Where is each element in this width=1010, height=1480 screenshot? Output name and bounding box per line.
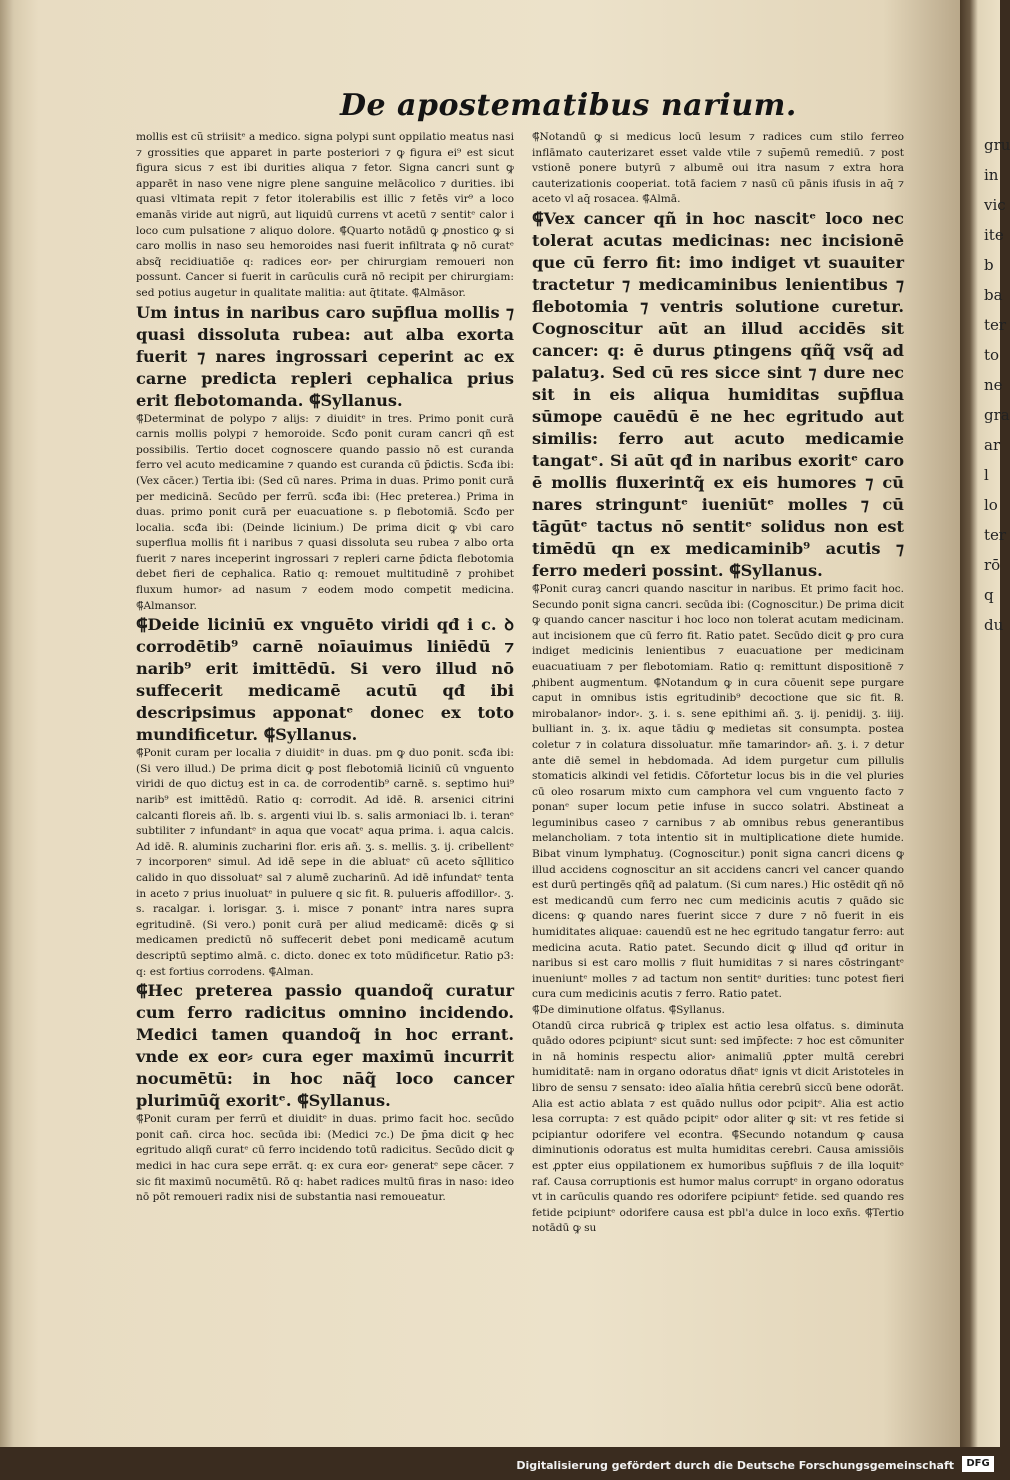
commentary-paragraph: ⸿Ponit curaȝ cancri quando nascitur in naribus. Et primo facit hoc. Secundo ponit signa cancri. secūda ibi: (Cognoscitur.) De prima dicit ꝙ quando cancer nascitur i hoc loco non tolerat acutam medicinam. aut incisionem que cū ferro fit. Ratio patet. Secūdo dicit ꝙ pro cura indiget medicinis lenientibus ⁊ euacuatione per medicinam euacuatiuam ⁊ per flebotomiam. Ratio q: remittunt dispositionē ⁊ ꝓhibent augmentum. ⸿Notandum ꝙ in cura cōuenit sepe purgare caput in omnibus istis egritudinib⁹ decoctione que sic fit. ℞. mirobalanor⸗ indor⸗. ʒ. i. s. sene epithimi añ. ʒ. ij. penidij. ʒ. iiij. bulliant in. ʒ. ix. aque tādiu ꝙ medietas sit consumpta. postea coletur ⁊ in colatura dissoluatur. mñe tamarindor⸗ añ. ʒ. i. ⁊ detur ante diē semel in hebdomada. Ad idem purgetur cum pillulis stomaticis alkindi vel fetidis. Cōfortetur locus bis in die vel pluries cū oleo rosarum mixto cum camphora vel cum vnguento facto ⁊ ponanᵉ super locum petie infuse in succo solatri. Abstineat a leguminibus caseo ⁊ carnibus ⁊ ab omnibus rebus generantibus melancholiam. ⁊ tota intentio sit in multiplicatione diete humide. Bibat vinum lymphatuȝ. (Cognoscitur.) ponit signa cancri dicens ꝙ illud accidens cognoscitur an sit accidens cancri vel cancer quando est durū pertingēs qñq̃ ad palatum. (Si cum nares.) Hic ostēdit qñ nō est medicandū cum ferro nec cum medicinis acutis ⁊ quādo sic dicens: ꝙ quando nares fuerint sicce ⁊ dure ⁊ nō fuerit in eis humiditates aliquae: cauendū est ne hec egritudo tangatur ferro: aut medicina acuta. Ratio patet. Secundo dicit ꝙ illud qđ oritur in naribus si est caro mollis ⁊ fluit humiditas ⁊ si nares cōstringantᵉ inueniuntᵉ molles ⁊ ad tactum non sentitᵉ durities: tunc potest fieri cura cum medicinis acutis ⁊ ferro. Ratio patet. xyxy=(532,582,904,1001)
adjacent-page-fragment: ite xyxy=(984,226,1004,244)
adjacent-page-fragment: vic xyxy=(984,196,1006,214)
commentary-paragraph: mollis est cũ striisitᵉ a medico. signa polypi sunt oppilatio meatus nasi ⁊ grossities que apparet in parte posteriori ⁊ ꝙ figura ei⁹ est sicut figura sicus ⁊ est ibi durities aliqua ⁊ fetor. Signa cancri sunt ꝙ apparēt in naso vene nigre plene sanguine melācolico ⁊ durities. ibi quasi vltimata repit ⁊ fetor itolerabilis est illic ⁊ fetēs vir⁹ a loco emanās viride aut nigrū, aut liquidū currens vt acetū ⁊ sentitᵉ calor i loco cum pulsatione ⁊ aliquo dolore. ⸿Quarto notādū ꝙ ꝓnostico ꝙ si caro mollis in naso seu hemoroides nasi fuerit infiltrata ꝙ nō curatᵉ absq̃ recidiuatiōe q: radices eor⸗ per chirurgiam remoueri non possunt. Cancer si fuerit in carūculis curā nō recipit per chirurgiam: sed potius augetur in qualitate malitia: aut q̄titate. ⸿Almāsor. xyxy=(136,131,514,299)
adjacent-page-fragment: gru xyxy=(984,136,1010,154)
commentary-paragraph: ⸿Ponit curam per localia ⁊ diuiditᵉ in duas. pm ꝙ duo ponit. scđa ibi: (Si vero illud.) De prima dicit ꝙ post flebotomiā liciniū cū vnguento viridi de quo dictuȝ est in ca. de corrodentib⁹ carnē. s. septimo hui⁹ narib⁹ est imittēdū. Ratio q: corrodit. Ad idē. ℞. arsenici citrini calcanti floreis añ. lb. s. argenti viui lb. s. salis armoniaci lb. i. teranᵉ subtiliter ⁊ infundantᵉ in aqua que vocatᵉ aqua prima. i. aqua calcis. Ad idē. ℞. aluminis zucharini flor. eris añ. ʒ. s. mellis. ʒ. ij. cribellentᵉ ⁊ incorporenᵉ simul. Ad idē sepe in die abluatᵉ cū aceto sq̄llitico calido in quo dissoluatᵉ sal ⁊ alumē zucharinū. Ad idē infundatᵉ tenta in aceto ⁊ prius inuoluatᵉ in puluere q sic fit. ℞. pulueris affodillor⸗. ʒ. s. racalgar. i. lorisgar. ʒ. i. misce ⁊ ponantᵉ intra nares supra egritudinē. (Si vero.) ponit curā per aliud medicamē: dicēs ꝙ si medicamen predictū nō suffecerit debet poni medicamē acutum descriptū septimo almā. c. dicto. donec ex toto mūdificetur. Ratio p3: q: est fortius corrodens. ⸿Alman. xyxy=(136,747,514,978)
commentary-paragraph: ⸿Notandū ꝙ si medicus locū lesum ⁊ radices cum stilo ferreo inflāmato cauterizaret esset valde vtile ⁊ sup̄emū remediū. ⁊ post vstionē ponere butyrū ⁊ albumē oui itra nasum ⁊ extra hora cauterizationis cooperiat. totā faciem ⁊ nasū cū pānis ifusis in aq̄ ⁊ aceto vl aq̄ rosacea. ⸿Almā. xyxy=(532,131,904,206)
commentary-paragraph: ⸿Ponit curam per ferrū et diuiditᵉ in duas. primo facit hoc. secūdo ponit cañ. circa hoc. secūda ibi: (Medici ⁊c.) De p̄ma dicit ꝙ hec egritudo aliqñ curatᵉ cū ferro incidendo totū radicitus. Secūdo dicit ꝙ medici in hac cura sepe errāt. q: ex cura eor⸗ generatᵉ sepe cācer. ⁊ sic fit maximū nocumētū. Rō q: habet radices multū firas in naso: ideo nō pōt remoueri radix nisi de substantia nasi remoueatur. xyxy=(136,1113,514,1204)
main-text-paragraph: ⸿Deide liciniū ex vnguēto viridi qđ i c. ꝺ corrodētib⁹ carnē noīauimus liniēdū ⁊ narib⁹ erit imittēdū. Si vero illud nō suffecerit medicamē acutū qđ ibi descripsimus apponatᵉ donec ex toto mundificetur. ⸿Syllanus. xyxy=(136,615,514,745)
adjacent-page-fragment: lo xyxy=(984,496,998,514)
adjacent-page-text xyxy=(984,130,1010,640)
adjacent-page-fragment: l xyxy=(984,466,989,484)
page-left-edge xyxy=(0,0,14,1447)
adjacent-page-fragment: ar xyxy=(984,436,1001,454)
page-heading: De apostematibus narium. xyxy=(340,88,797,123)
left-text-column xyxy=(136,130,514,1206)
adjacent-page-fragment: in xyxy=(984,166,999,184)
adjacent-page-fragment: ter xyxy=(984,526,1007,544)
adjacent-page-fragment: q xyxy=(984,586,994,604)
main-text-paragraph: ⸿Vex cancer qñ in hoc nascitᵉ loco nec tolerat acutas medicinas: nec incisionē que cū ferro fit: imo indiget vt suauiter tractetur ⁊ medicaminibus lenientibus ⁊ flebotomia ⁊ ventris solutione curetur. Cognoscitur aūt an illud accidēs sit cancer: q: ē durus ꝑtingens qñq̃ vsq̃ ad palatuȝ. Sed cū res sicce sint ⁊ dure nec sit in eis aliqua humiditas sup̄flua sūmope cauēdū ē ne hec egritudo aut similis: ferro aut acuto medicamie tangatᵉ. Si aūt qđ in naribus exoritᵉ caro ē mollis fluxerintq̃ ex eis humores ⁊ cū nares stringuntᵉ iueniūtᵉ molles ⁊ cū tāgūtᵉ tactus nō sentitᵉ solidus non est timēdū qn ex medicaminib⁹ acutis ⁊ ferro mederi possint. ⸿Syllanus. xyxy=(532,208,904,580)
adjacent-page-edge xyxy=(960,0,1010,1447)
adjacent-page-fragment: ter xyxy=(984,316,1007,334)
funding-notice: Digitalisierung gefördert durch die Deutsche Forschungsgemeinschaft xyxy=(516,1459,954,1472)
adjacent-page-fragment: ne xyxy=(984,376,1003,394)
adjacent-page-fragment: ba xyxy=(984,286,1003,304)
adjacent-page-fragment: to xyxy=(984,346,1000,364)
main-text-paragraph: Um intus in naribus caro sup̄flua mollis ⁊ quasi dissoluta rubea: aut alba exorta fuerit ⁊ nares ingrossari ceperint ac ex carne predicta repleri cephalica prius erit flebotomanda. ⸿Syllanus. xyxy=(136,302,514,410)
adjacent-page-fragment: gra xyxy=(984,406,1010,424)
right-text-column xyxy=(532,130,904,1237)
footer-bar xyxy=(0,1447,1000,1480)
commentary-paragraph: ⸿Determinat de polypo ⁊ alijs: ⁊ diuiditᵉ in tres. Primo ponit curā carnis mollis polypi ⁊ hemoroide. Scđo ponit curam cancri qñ est possibilis. Tertio docet cognoscere quando passio nō est curanda ferro vel acuto medicamine ⁊ quando est curanda cū p̄dictis. Scđa ibi: (Vex cācer.) Tertia ibi: (Sed cū nares. Prima in duas. Primo ponit curā per medicinā. Secūdo per ferrū. scđa ibi: (Hec preterea.) Prima in duas. primo ponit curā per euacuatione s. p flebotomiā. Scđo per localia. scđa ibi: (Deinde licinium.) De prima dicit ꝙ vbi caro superflua mollis fit i naribus ⁊ quasi dissoluta seu rubea ⁊ albo orta fuerit ⁊ nares inceperint ingrossari ⁊ repleri carne p̄dicta flebotomia debet fieri de cephalica. Ratio q: remouet multitudinē ⁊ prohibet fluxum humor⸗ ad nasum ⁊ eodem modo competit medicina. ⸿Almansor. xyxy=(136,412,514,612)
adjacent-page-fragment: b xyxy=(984,256,994,274)
main-text-paragraph: ⸿Hec preterea passio quandoq̃ curatur cum ferro radicitus omnino incidendo. Medici tamen quandoq̃ in hoc errant. vnde ex eor⸗ cura eger maximū incurrit nocumētū: in hoc nāq̃ loco cancer plurimūq̃ exoritᵉ. ⸿Syllanus. xyxy=(136,981,514,1111)
commentary-paragraph: ⸿De diminutione olfatus. ⸿Syllanus. xyxy=(532,1004,725,1016)
adjacent-page-fragment: rō xyxy=(984,556,1001,574)
commentary-paragraph: Otandū circa rubricā ꝙ triplex est actio lesa olfatus. s. diminuta quādo odores pcipiuntᵉ sicut sunt: sed imp̄fecte: ⁊ hoc est cōmuniter in nā hominis respectu alior⸗ animaliū ꝓpter multā cerebri humiditatē: nam in organo odoratus dñatᵉ ignis vt dicit Aristoteles in libro de sensu ⁊ sensato: ideo aīalia hñtia cerebrū siccū bene odorāt. Alia est actio ablata ⁊ est quādo nullus odor pcipitᵉ. Alia est actio lesa corrupta: ⁊ est quādo pcipitᵉ odor aliter ꝙ sit: vt res fetide si pcipiantur odorifere vel econtra. ⸿Secundo notandum ꝙ causa diminutionis odoratus est multa humiditas cerebri. Causa amissiōis est ꝓpter eius oppilationem ex humoribus sup̄fluis ⁊ de illa loquitᵉ raf. Causa corruptionis est humor malus corruptᵉ in organo odoratus vt in carūculis quando res odorifere pcipiuntᵉ fetide. sed quando res fetide pcipiuntᵉ odorifere causa est pbl'a dulce in loco exñs. ⸿Tertio notādū ꝙ su xyxy=(532,1019,904,1235)
dfg-logo: DFG xyxy=(962,1456,994,1472)
adjacent-page-fragment: du xyxy=(984,616,1004,634)
